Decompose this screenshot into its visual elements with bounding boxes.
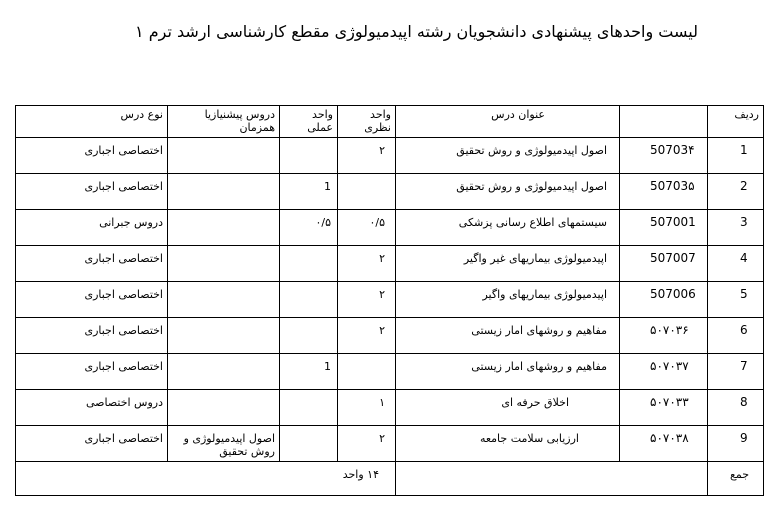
practical-units: [280, 282, 338, 318]
prerequisites: [168, 174, 280, 210]
theory-units: ۲: [338, 246, 396, 282]
row-number: 4: [708, 246, 764, 282]
theory-units: ۱: [338, 390, 396, 426]
course-title: اصول اپیدمیولوژی و روش تحقیق: [396, 138, 620, 174]
table-row: [16, 282, 764, 318]
practical-units: [280, 426, 338, 462]
row-number: 9: [708, 426, 764, 462]
courses-table: [15, 105, 764, 496]
course-type: اختصاصی اجباری: [16, 138, 168, 174]
course-title: سیستمهای اطلاع رسانی پزشکی: [396, 210, 620, 246]
page-title: لیست واحدهای پیشنهادی دانشجویان رشته اپیدمیولوژی مقطع کارشناسی ارشد ترم ۱: [135, 22, 698, 41]
practical-units: [280, 390, 338, 426]
theory-units: [338, 354, 396, 390]
row-number: 1: [708, 138, 764, 174]
course-code: 507001: [620, 210, 708, 246]
header-course-type: نوع درس: [16, 106, 168, 138]
prerequisites: [168, 354, 280, 390]
course-code: ۵۰۷۰۳۳: [620, 390, 708, 426]
header-row-number: ردیف: [708, 106, 764, 138]
course-title: مفاهیم و روشهای امار زیستی: [396, 318, 620, 354]
row-number: 7: [708, 354, 764, 390]
course-type: اختصاصی اجباری: [16, 282, 168, 318]
course-code: ۵۰۷۰۳۷: [620, 354, 708, 390]
practical-units: 1: [280, 174, 338, 210]
course-code: 50703۵: [620, 174, 708, 210]
course-type: اختصاصی اجباری: [16, 174, 168, 210]
course-title: ارزیابی سلامت جامعه: [396, 426, 620, 462]
header-course-title: عنوان درس: [396, 106, 620, 138]
practical-units: [280, 138, 338, 174]
header-row: [16, 106, 764, 138]
course-type: اختصاصی اجباری: [16, 318, 168, 354]
table-row: [16, 174, 764, 210]
practical-units: [280, 318, 338, 354]
prerequisites: [168, 282, 280, 318]
theory-units: ۲: [338, 282, 396, 318]
table-row: [16, 426, 764, 462]
course-type: اختصاصی اجباری: [16, 426, 168, 462]
table-row: [16, 138, 764, 174]
course-type: دروس جبرانی: [16, 210, 168, 246]
course-type: اختصاصی اجباری: [16, 354, 168, 390]
row-number: 8: [708, 390, 764, 426]
course-type: دروس اختصاصی: [16, 390, 168, 426]
header-practical-units: واحد عملی: [280, 106, 338, 138]
row-number: 3: [708, 210, 764, 246]
table-row: [16, 390, 764, 426]
total-label: جمع: [708, 462, 764, 496]
table-row: [16, 354, 764, 390]
practical-units: [280, 246, 338, 282]
course-code: 507007: [620, 246, 708, 282]
course-code: 50703۴: [620, 138, 708, 174]
prerequisites: [168, 246, 280, 282]
table-row: [16, 210, 764, 246]
course-title: مفاهیم و روشهای امار زیستی: [396, 354, 620, 390]
theory-units: ۲: [338, 426, 396, 462]
prerequisites: [168, 390, 280, 426]
prerequisites: [168, 318, 280, 354]
table-row: [16, 246, 764, 282]
total-blank: [396, 462, 708, 496]
theory-units: [338, 174, 396, 210]
prerequisites: [168, 210, 280, 246]
row-number: 2: [708, 174, 764, 210]
practical-units: ۰/۵: [280, 210, 338, 246]
prerequisites: [168, 138, 280, 174]
course-title: اصول اپیدمیولوژی و روش تحقیق: [396, 174, 620, 210]
total-row: [16, 462, 764, 496]
course-code: ۵۰۷۰۳۸: [620, 426, 708, 462]
course-code: 507006: [620, 282, 708, 318]
prerequisites: اصول اپیدمیولوژی و روش تحقیق: [168, 426, 280, 462]
header-theory-units: واحد نظری: [338, 106, 396, 138]
total-units: ۱۴ واحد: [16, 462, 396, 496]
course-title: اپیدمیولوژی بیماریهای غیر واگیر: [396, 246, 620, 282]
course-title: اخلاق حرفه ای: [396, 390, 620, 426]
course-code: ۵۰۷۰۳۶: [620, 318, 708, 354]
header-prerequisites: دروس پیشنیازیا همزمان: [168, 106, 280, 138]
table-row: [16, 318, 764, 354]
theory-units: ۲: [338, 318, 396, 354]
theory-units: ۲: [338, 138, 396, 174]
theory-units: ۰/۵: [338, 210, 396, 246]
practical-units: 1: [280, 354, 338, 390]
course-type: اختصاصی اجباری: [16, 246, 168, 282]
row-number: 5: [708, 282, 764, 318]
course-title: اپیدمیولوژی بیماریهای واگیر: [396, 282, 620, 318]
header-course-code: [620, 106, 708, 138]
row-number: 6: [708, 318, 764, 354]
